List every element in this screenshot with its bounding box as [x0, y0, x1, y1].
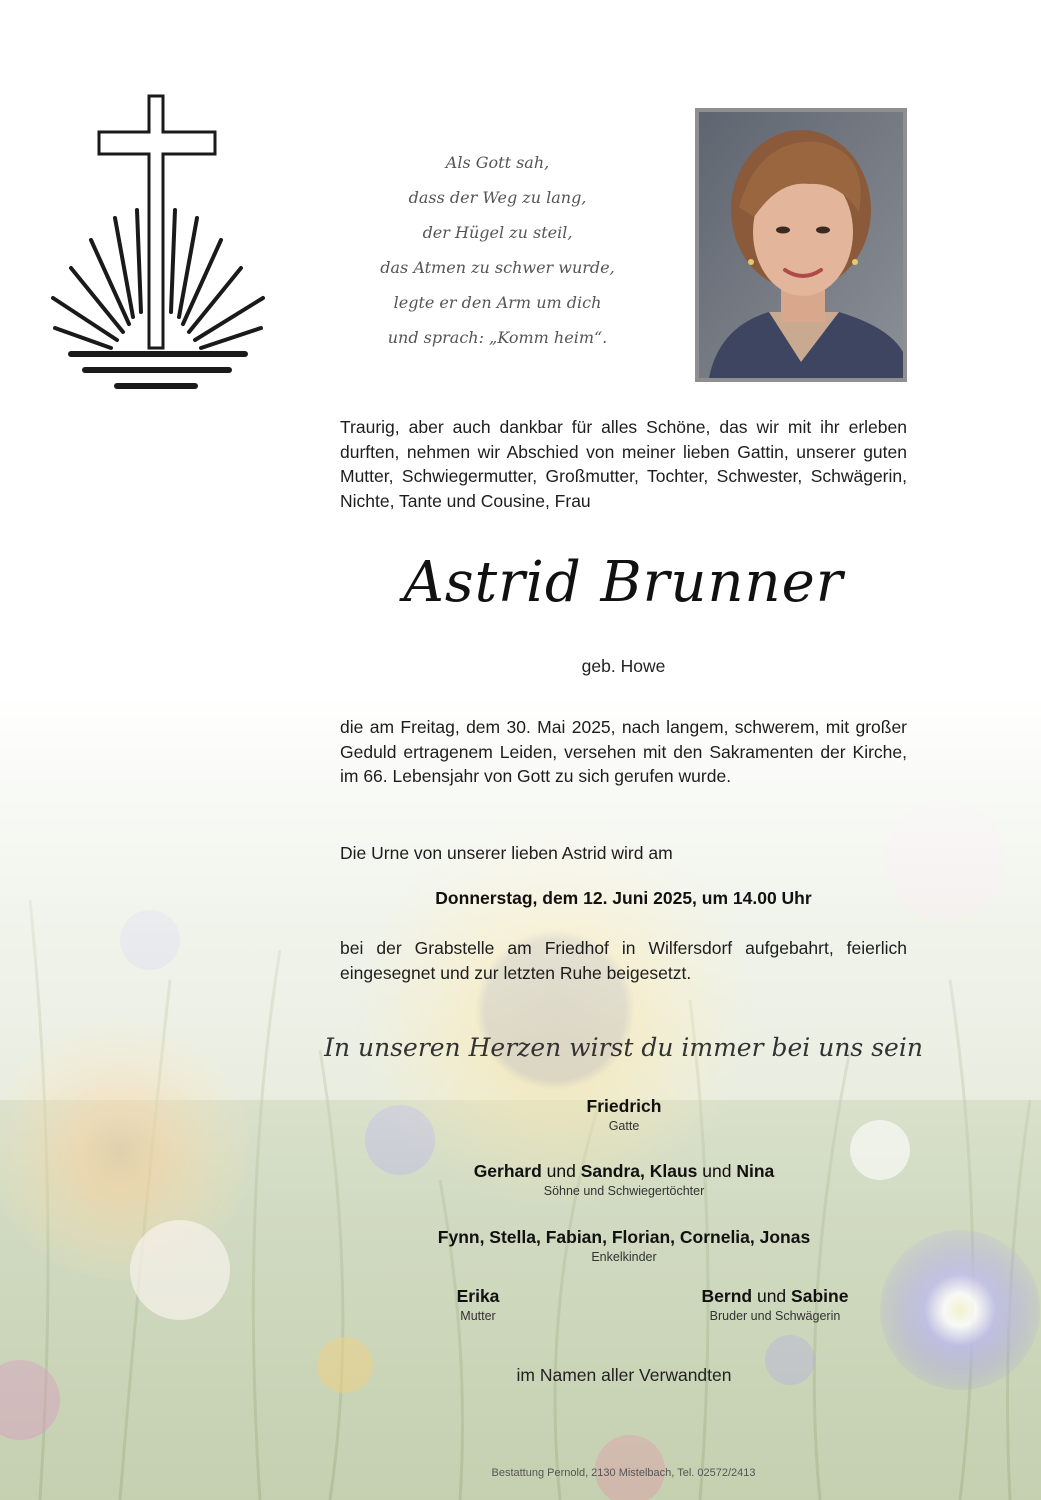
place-text: bei der Grabstelle am Friedhof in Wilfersdorf aufgebahrt, feierlich eingesegnet und zur letzten Ruhe beigesetzt.	[340, 938, 907, 983]
mourner-name: Sabine	[791, 1286, 849, 1306]
mourner-name: Nina	[736, 1161, 775, 1181]
footer-funeral-home: Bestattung Pernold, 2130 Mistelbach, Tel. 02572/2413	[491, 1467, 756, 1479]
conjunction: und	[541, 1161, 581, 1181]
mourner-children	[374, 1161, 874, 1198]
poem-line: und sprach: „Komm heim“.	[387, 328, 608, 347]
maiden-name: geb. Howe	[581, 656, 666, 676]
mourner-name: Erika	[456, 1286, 500, 1306]
mourner-grandchildren	[374, 1227, 874, 1264]
conjunction: und	[697, 1161, 737, 1181]
urne-text: Die Urne von unserer lieben Astrid wird am	[340, 843, 673, 863]
mourner-relation: Bruder und Schwägerin	[709, 1309, 841, 1323]
mourner-name: Friedrich	[586, 1096, 662, 1116]
ceremony-date: Donnerstag, dem 12. Juni 2025, um 14.00 Uhr	[435, 888, 812, 908]
poem	[360, 145, 635, 355]
mourner-relation: Söhne und Schwiegertöchter	[543, 1184, 705, 1198]
poem-line: dass der Weg zu lang,	[408, 188, 587, 207]
motto: In unseren Herzen wirst du immer bei uns sein	[324, 1033, 923, 1062]
mourner-relation: Gatte	[608, 1119, 640, 1133]
mourner-relation: Mutter	[460, 1309, 496, 1323]
poem-line: Als Gott sah,	[445, 153, 550, 172]
portrait-photo	[695, 108, 907, 382]
poem-line: legte er den Arm um dich	[393, 293, 602, 312]
mourner-name: Bernd	[701, 1286, 753, 1306]
cross-sunrise-icon	[45, 92, 270, 397]
poem-line: der Hügel zu steil,	[422, 223, 573, 242]
mourner-relation: Enkelkinder	[591, 1250, 657, 1264]
deceased-name: Astrid Brunner	[403, 550, 844, 615]
death-text: die am Freitag, dem 30. Mai 2025, nach langem, schwerem, mit großer Geduld ertragenem Leiden, versehen mit den Sakramenten der Kirche, im 66. Lebensjahr von Gott zu sich gerufen wurde.	[340, 717, 907, 786]
mourner-mother	[398, 1286, 558, 1323]
mourner-siblings	[660, 1286, 890, 1323]
mourner-name: Gerhard	[473, 1161, 542, 1181]
conjunction: und	[752, 1286, 792, 1306]
intro-text: Traurig, aber auch dankbar für alles Schöne, das wir mit ihr erleben durften, nehmen wir Abschied von meiner lieben Gattin, unserer guten Mutter, Schwiegermutter, Großmutter, Tochter, Schwester, Schwägerin, Nichte, Tante und Cousine, Frau	[340, 417, 907, 511]
signoff: im Namen aller Verwandten	[516, 1365, 732, 1385]
mourner-name: Fynn, Stella, Fabian, Florian, Cornelia, Jonas	[437, 1227, 811, 1247]
mourner-name: Sandra, Klaus	[580, 1161, 698, 1181]
poem-line: das Atmen zu schwer wurde,	[380, 258, 615, 277]
mourner-spouse	[424, 1096, 824, 1133]
